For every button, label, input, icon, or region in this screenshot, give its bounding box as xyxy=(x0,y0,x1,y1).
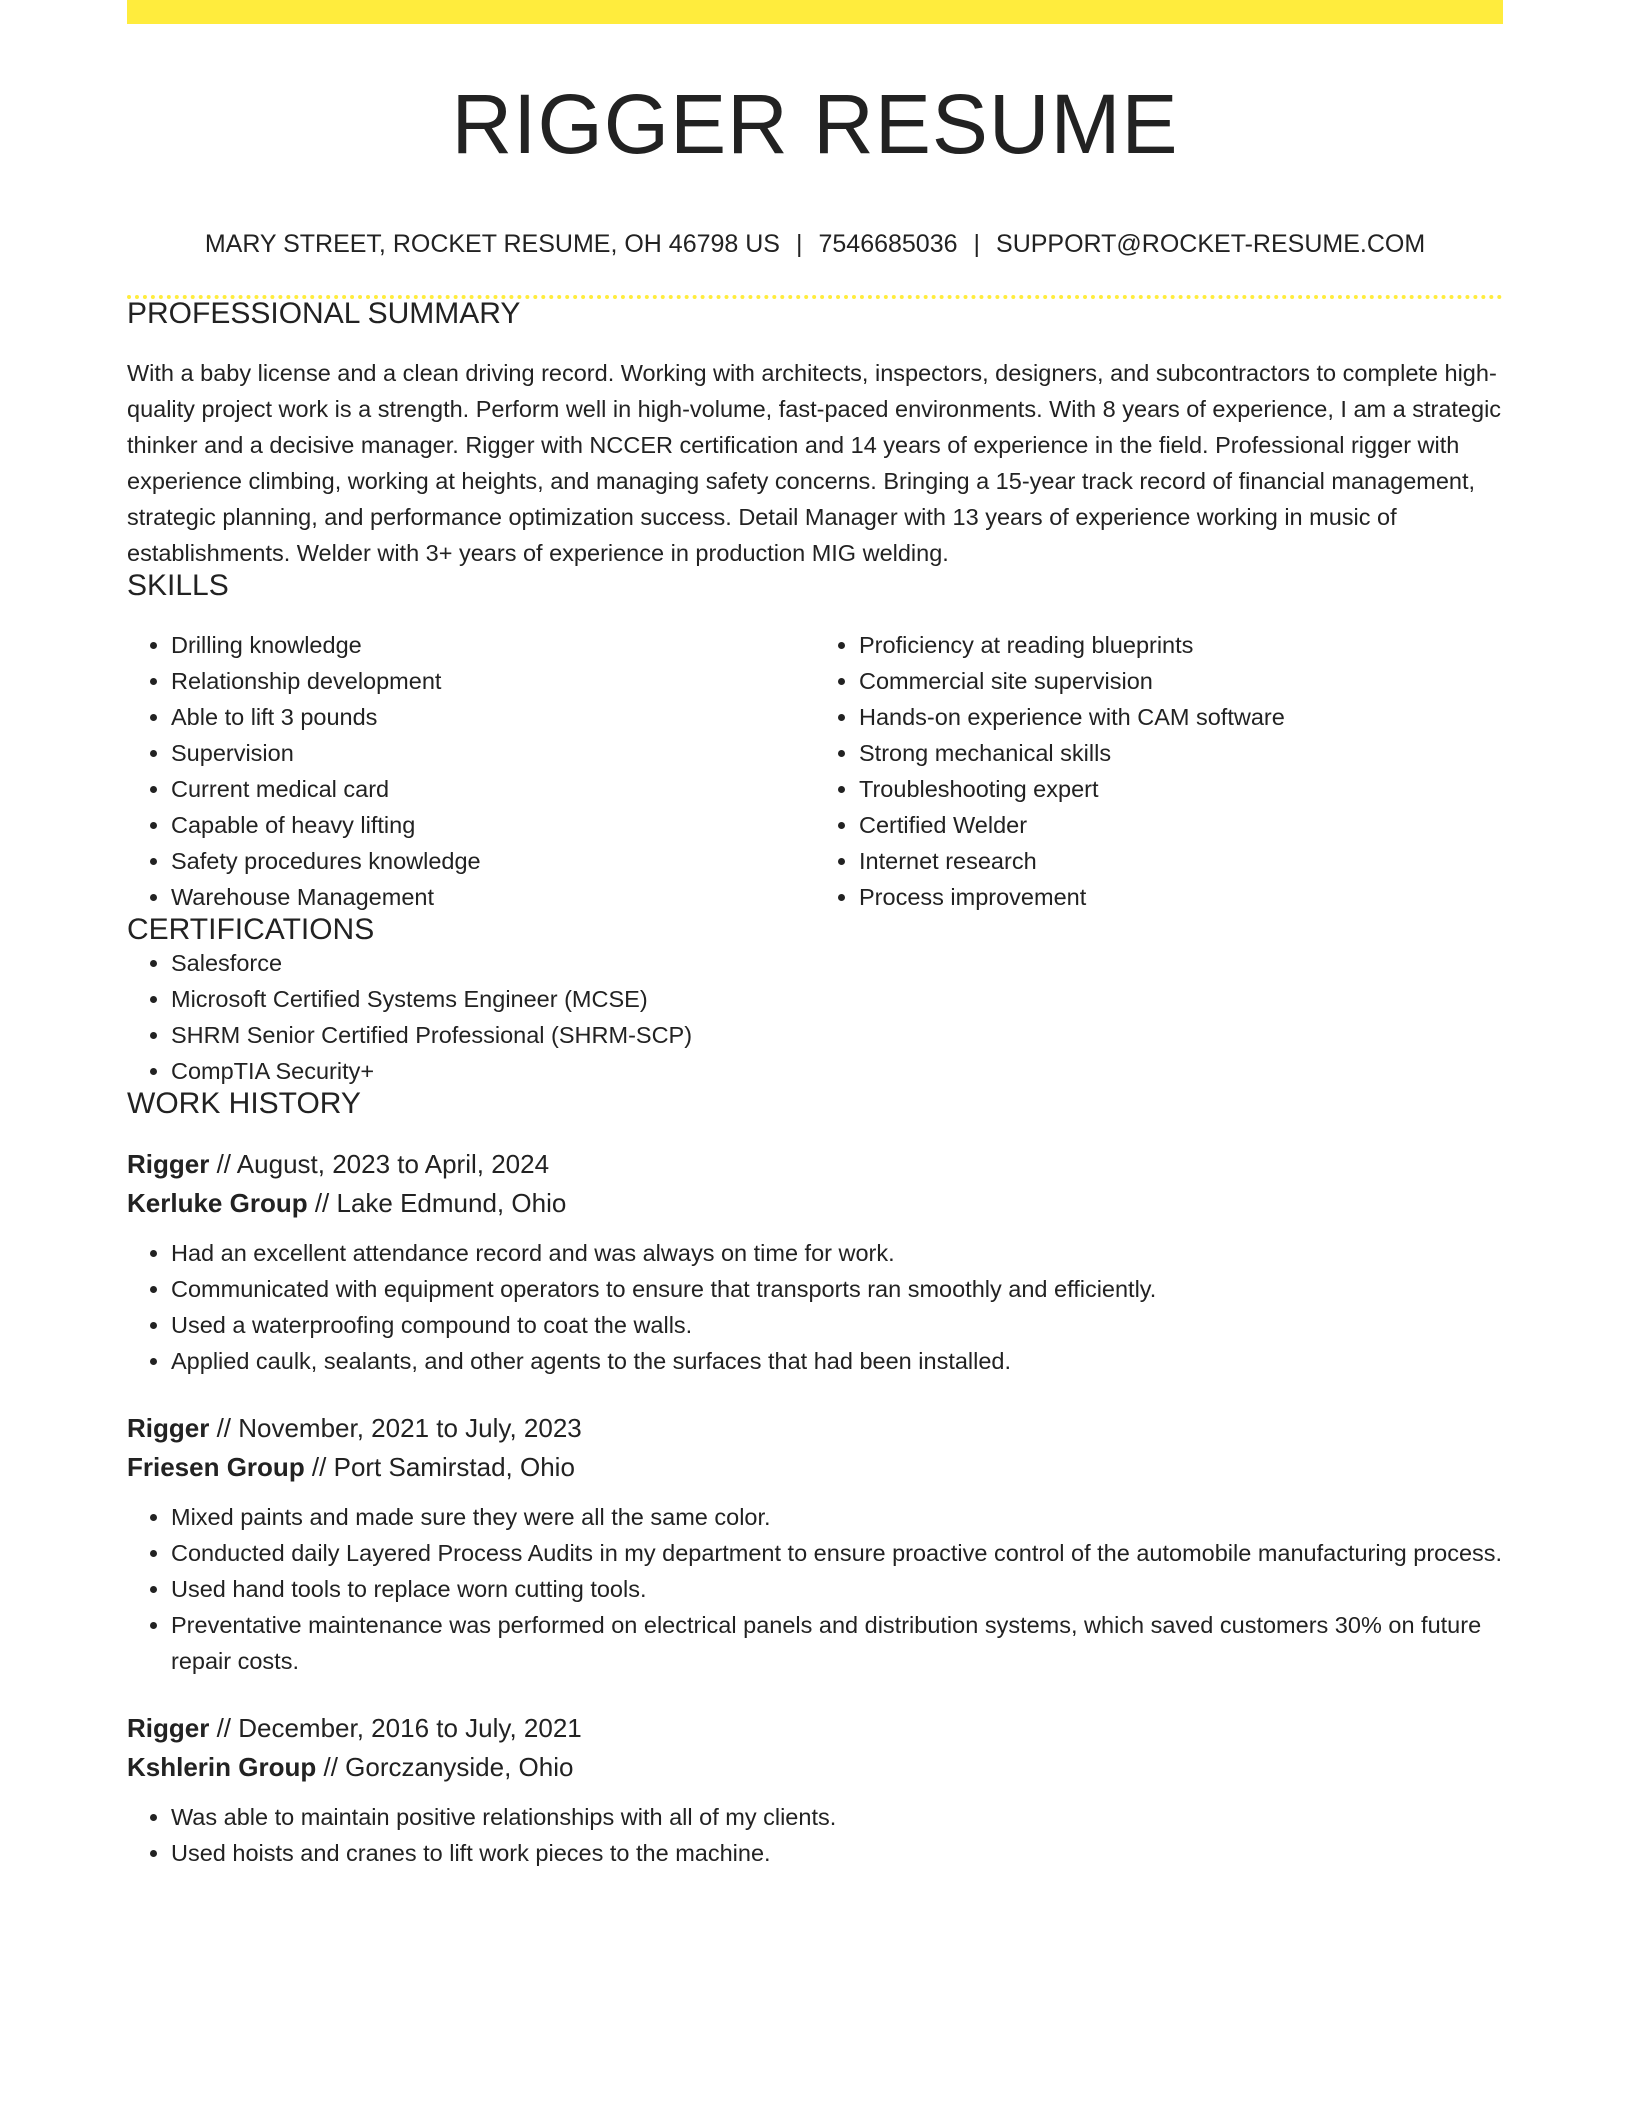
certification-item: • CompTIA Security+ xyxy=(171,1053,1503,1089)
job-bullet: • Had an excellent attendance record and was always on time for work. xyxy=(171,1235,1503,1271)
skill-item: • Commercial site supervision xyxy=(859,663,1503,699)
job-entry xyxy=(127,1145,1503,1379)
job-dates: // November, 2021 to July, 2023 xyxy=(209,1413,582,1443)
skill-item: • Process improvement xyxy=(859,879,1503,915)
resume-page xyxy=(127,0,1503,1871)
certifications-heading: CERTIFICATIONS xyxy=(127,913,375,946)
job-dates: // December, 2016 to July, 2021 xyxy=(209,1713,582,1743)
work-history-heading: WORK HISTORY xyxy=(127,1087,361,1120)
skills-columns xyxy=(127,627,1503,915)
skills-right-list xyxy=(815,627,1503,915)
job-title-line xyxy=(127,1145,1503,1184)
job-title-line xyxy=(127,1409,1503,1448)
job-bullet: • Was able to maintain positive relationships with all of my clients. xyxy=(171,1799,1503,1835)
skill-item: • Warehouse Management xyxy=(171,879,815,915)
skill-item: • Supervision xyxy=(171,735,815,771)
job-bullet: • Conducted daily Layered Process Audits in my department to ensure proactive control of the automobile manufacturing process. xyxy=(171,1535,1503,1571)
job-entry xyxy=(127,1409,1503,1679)
address: MARY STREET, ROCKET RESUME, OH 46798 US xyxy=(204,230,780,258)
job-location: // Lake Edmund, Ohio xyxy=(307,1188,567,1218)
skill-item: • Hands-on experience with CAM software xyxy=(859,699,1503,735)
job-bullet: • Used a waterproofing compound to coat the walls. xyxy=(171,1307,1503,1343)
summary-text: With a baby license and a clean driving record. Working with architects, inspectors, designers, and subcontractors to complete high-quality project work is a strength. Perform well in high-volume, fast-paced environments. With 8 years of experience, I am a strategic thinker and a decisive manager. Rigger with NCCER certification and 14 years of experience in the field. Professional rigger with experience climbing, working at heights, and managing safety concerns. Bringing a 15-year track record of financial management, strategic planning, and performance optimization success. Detail Manager with 13 years of experience working in music of establishments. Welder with 3+ years of experience in production MIG welding. xyxy=(127,360,1502,566)
skills-heading: SKILLS xyxy=(127,569,229,602)
skill-item: • Relationship development xyxy=(171,663,815,699)
contact-line xyxy=(127,232,1503,257)
job-bullet: • Used hoists and cranes to lift work pieces to the machine. xyxy=(171,1835,1503,1871)
certification-item: • Microsoft Certified Systems Engineer (MCSE) xyxy=(171,981,1503,1017)
job-company-line xyxy=(127,1448,1503,1487)
skill-item: • Safety procedures knowledge xyxy=(171,843,815,879)
job-bullet: • Communicated with equipment operators to ensure that transports ran smoothly and efficiently. xyxy=(171,1271,1503,1307)
skills-left-list xyxy=(127,627,815,915)
skill-item: • Proficiency at reading blueprints xyxy=(859,627,1503,663)
skill-item: • Able to lift 3 pounds xyxy=(171,699,815,735)
job-bullet: • Mixed paints and made sure they were all the same color. xyxy=(171,1499,1503,1535)
job-bullet: • Used hand tools to replace worn cutting tools. xyxy=(171,1571,1503,1607)
job-dates: // August, 2023 to April, 2024 xyxy=(209,1149,550,1179)
job-bullet: • Preventative maintenance was performed on electrical panels and distribution systems, which saved customers 30% on future repair costs. xyxy=(171,1607,1503,1679)
certifications-list xyxy=(127,945,1503,1089)
job-company: Kerluke Group xyxy=(127,1188,308,1218)
job-bullets xyxy=(127,1235,1503,1379)
certification-item: • SHRM Senior Certified Professional (SHRM-SCP) xyxy=(171,1017,1503,1053)
separator: | xyxy=(795,230,803,258)
job-bullets xyxy=(127,1499,1503,1679)
job-role: Rigger xyxy=(127,1149,210,1179)
job-company-line xyxy=(127,1748,1503,1787)
job-company: Friesen Group xyxy=(127,1452,305,1482)
job-entry xyxy=(127,1709,1503,1871)
job-bullets xyxy=(127,1799,1503,1871)
skill-item: • Troubleshooting expert xyxy=(859,771,1503,807)
email: SUPPORT@ROCKET-RESUME.COM xyxy=(996,230,1426,258)
job-role: Rigger xyxy=(127,1713,210,1743)
skill-item: • Internet research xyxy=(859,843,1503,879)
skill-item: • Strong mechanical skills xyxy=(859,735,1503,771)
resume-title: RIGGER RESUME xyxy=(451,77,1179,171)
separator: | xyxy=(973,230,981,258)
job-bullet: • Applied caulk, sealants, and other agents to the surfaces that had been installed. xyxy=(171,1343,1503,1379)
skill-item: • Drilling knowledge xyxy=(171,627,815,663)
skill-item: • Capable of heavy lifting xyxy=(171,807,815,843)
job-location: // Port Samirstad, Ohio xyxy=(304,1452,575,1482)
phone: 7546685036 xyxy=(818,230,958,258)
job-title-line xyxy=(127,1709,1503,1748)
skill-item: • Current medical card xyxy=(171,771,815,807)
top-accent-bar xyxy=(127,0,1503,24)
job-company: Kshlerin Group xyxy=(127,1752,317,1782)
job-company-line xyxy=(127,1184,1503,1223)
job-role: Rigger xyxy=(127,1413,210,1443)
skill-item: • Certified Welder xyxy=(859,807,1503,843)
summary-heading: PROFESSIONAL SUMMARY xyxy=(127,297,521,330)
certification-item: • Salesforce xyxy=(171,945,1503,981)
job-location: // Gorczanyside, Ohio xyxy=(316,1752,574,1782)
